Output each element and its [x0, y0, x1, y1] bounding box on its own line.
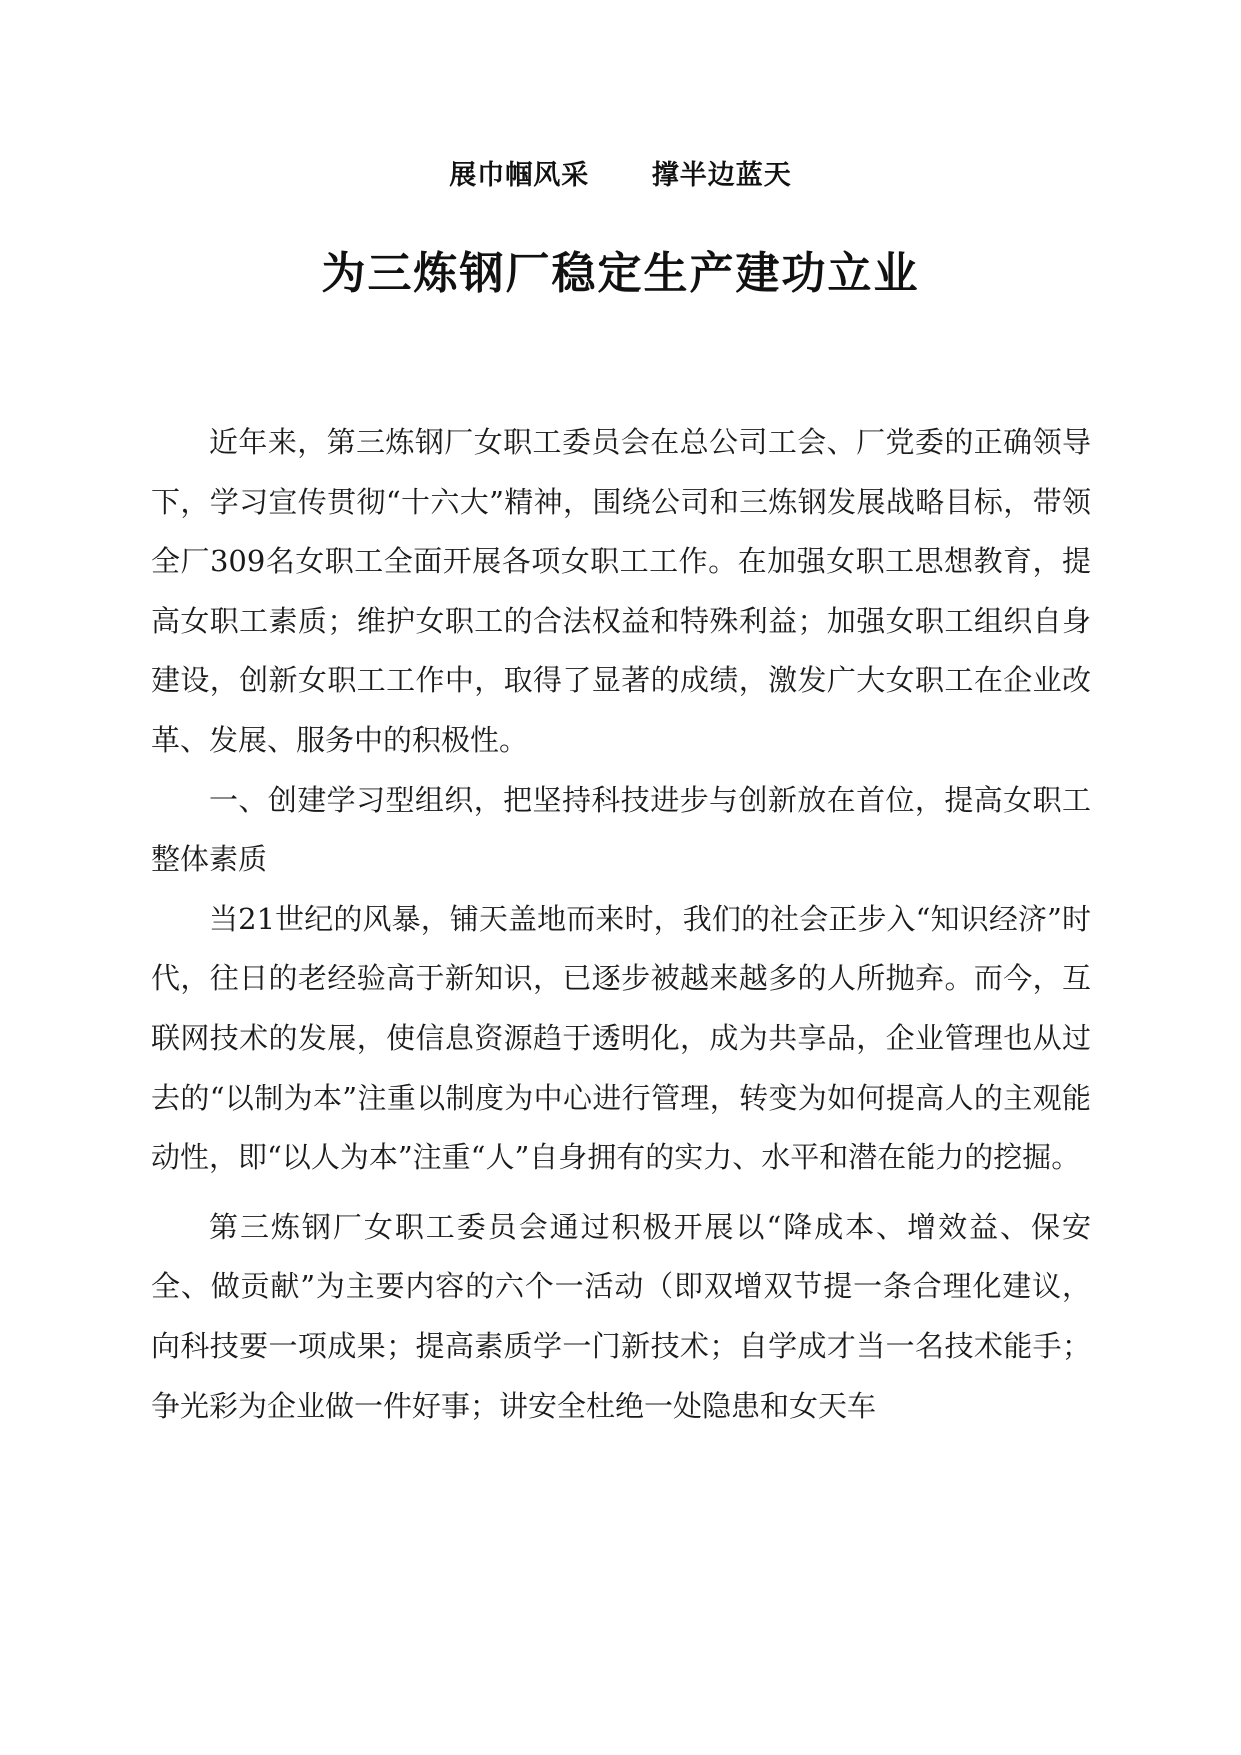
body-paragraph-activities: 第三炼钢厂女职工委员会通过积极开展以“降成本、增效益、保安全、做贡献”为主要内容的六个一活动（即双增双节提一条合理化建议，向科技要一项成果；提高素质学一门新技术；自学成才当一名技术能手；争光彩为企业做一件好事；讲安全杜绝一处隐患和女天车: [151, 1209, 1091, 1423]
document-body: [151, 413, 1091, 1436]
body-paragraph-intro: 近年来，第三炼钢厂女职工委员会在总公司工会、厂党委的正确领导下，学习宣传贯彻“十六大”精神，围绕公司和三炼钢发展战略目标，带领全厂309名女职工全面开展各项女职工工作。在加强女职工思想教育，提高女职工素质；维护女职工的合法权益和特殊利益；加强女职工组织自身建设，创新女职工工作中，取得了显著的成绩，激发广大女职工在企业改革、发展、服务中的积极性。: [151, 425, 1091, 757]
section-heading-one: 一、创建学习型组织，把坚持科技进步与创新放在首位，提高女职工整体素质: [151, 782, 1091, 877]
document-title: 为三炼钢厂稳定生产建功立业: [321, 248, 920, 299]
document-subtitle: 展巾帼风采 撑半边蓝天: [449, 160, 792, 191]
body-paragraph-knowledge-economy: 当21世纪的风暴，铺天盖地而来时，我们的社会正步入“知识经济”时代，往日的老经验高于新知识，已逐步被越来越多的人所抛弃。而今，互联网技术的发展，使信息资源趋于透明化，成为共享品，企业管理也从过去的“以制为本”注重以制度为中心进行管理，转变为如何提高人的主观能动性，即“以人为本”注重“人”自身拥有的实力、水平和潜在能力的挖掘。: [151, 901, 1091, 1175]
